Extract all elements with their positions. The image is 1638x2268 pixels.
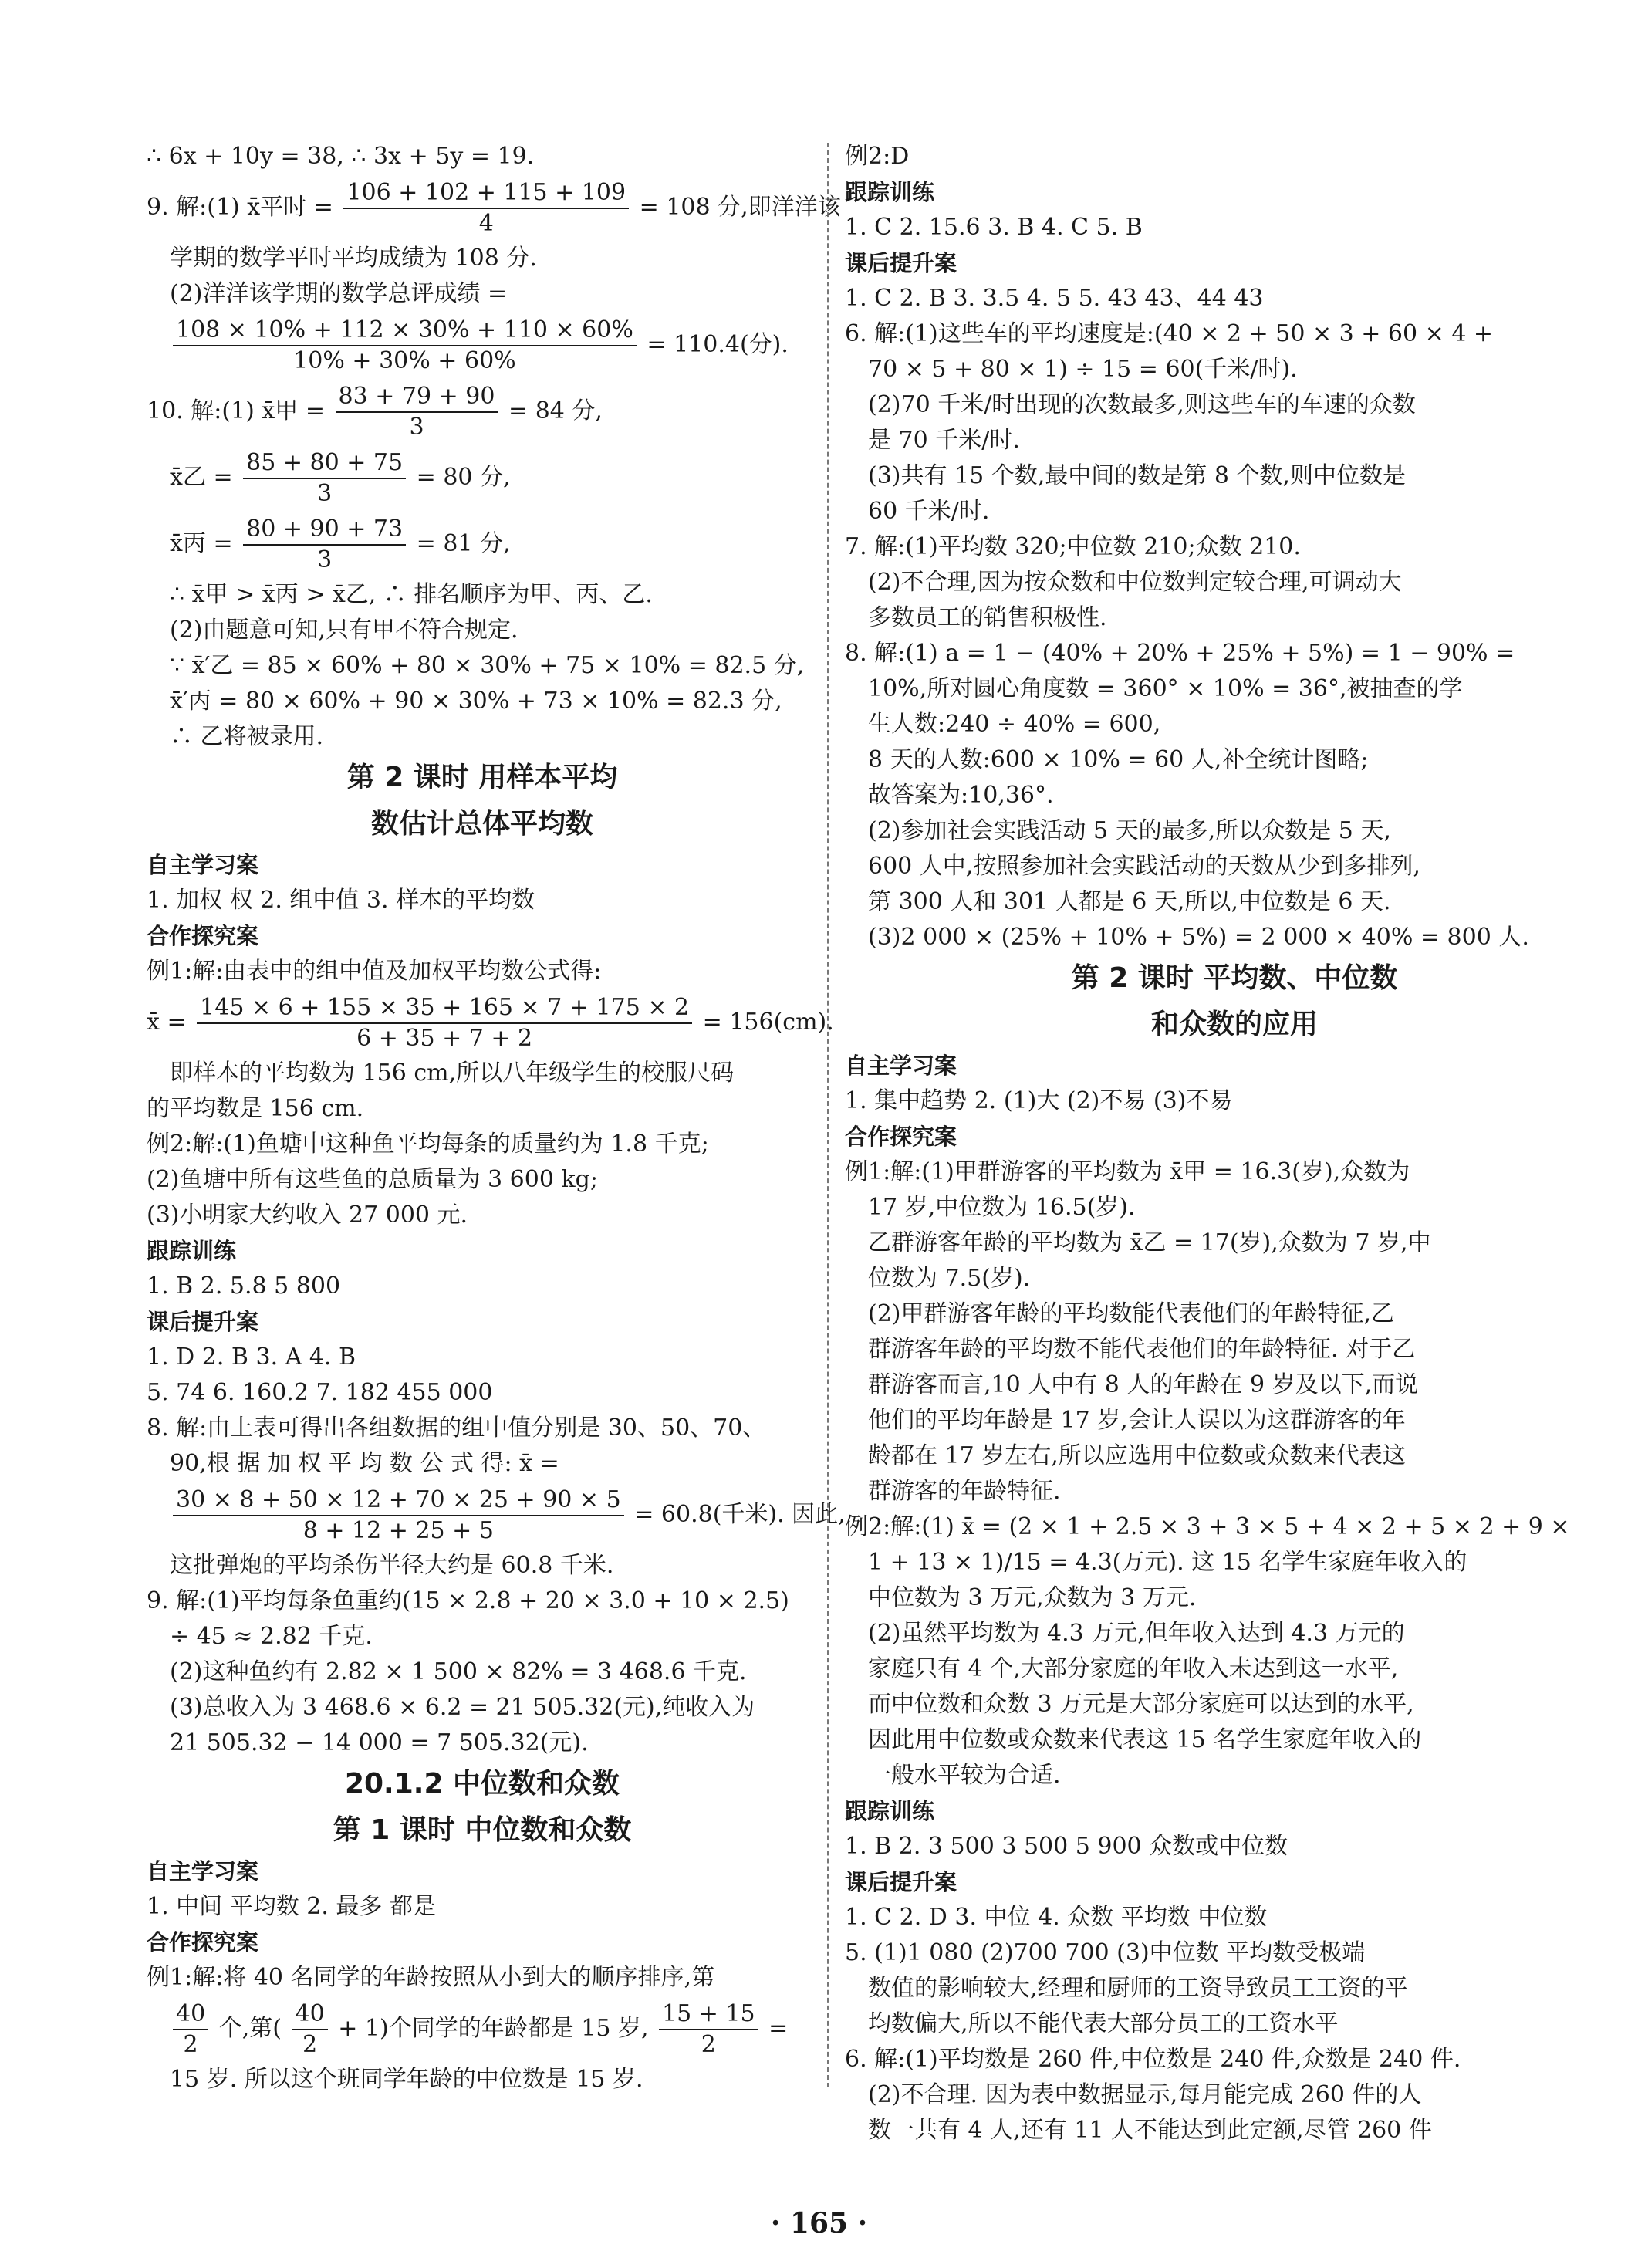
text-line: ∴ 6x + 10y = 38, ∴ 3x + 5y = 19. (147, 143, 535, 170)
text-line: 1. B 2. 5.8 5 800 (147, 1273, 341, 1300)
text-line: 1. C 2. 15.6 3. B 4. C 5. B (845, 214, 1143, 241)
text-line: (2)这种鱼约有 2.82 × 1 500 × 82% = 3 468.6 千克. (170, 1658, 747, 1685)
text-line: 1. 加权 权 2. 组中值 3. 样本的平均数 (147, 887, 535, 914)
text-line: 中位数为 3 万元,众数为 3 万元. (868, 1584, 1197, 1611)
fraction: $\frac{106 + 102 + 115 + 109}{4}$ (343, 178, 629, 238)
formula-line: x̄乙 = $\frac{85 + 80 + 75}{3}$ = 80 分, (170, 449, 511, 507)
section-heading: 跟踪训练 (845, 1798, 935, 1824)
lesson-heading: 第 2 课时 平均数、中位数 (1071, 962, 1398, 994)
text-line: (2)虽然平均数为 4.3 万元,但年收入达到 4.3 万元的 (868, 1620, 1405, 1647)
text-line: 数一共有 4 人,还有 11 人不能达到此定额,尽管 260 件 (868, 2117, 1432, 2144)
section-heading: 自主学习案 (147, 852, 259, 878)
text-line: 数值的影响较大,经理和厨师的工资导致员工工资的平 (868, 1975, 1408, 2002)
text-line: 第 300 人和 301 人都是 6 天,所以,中位数是 6 天. (868, 888, 1391, 915)
section-heading: 合作探究案 (147, 1929, 259, 1955)
text-line: 7. 解:(1)平均数 320;中位数 210;众数 210. (845, 533, 1301, 560)
text-line: 10%,所对圆心角度数 = 360° × 10% = 36°,被抽查的学 (868, 675, 1463, 702)
section-heading: 自主学习案 (845, 1053, 957, 1079)
fraction: $\frac{85 + 80 + 75}{3}$ (243, 448, 406, 509)
text-line: 1. B 2. 3 500 3 500 5 900 众数或中位数 (845, 1833, 1288, 1860)
text-line: 这批弹炮的平均杀伤半径大约是 60.8 千米. (170, 1552, 614, 1579)
text-line: 例2:D (845, 143, 910, 170)
text-line: 群游客的年龄特征. (868, 1478, 1061, 1505)
text-line: 因此用中位数或众数来代表这 15 名学生家庭年收入的 (868, 1726, 1422, 1753)
text-line: 1. C 2. D 3. 中位 4. 众数 平均数 中位数 (845, 1904, 1268, 1931)
text-line: 例1:解:将 40 名同学的年龄按照从小到大的顺序排序,第 (147, 1964, 715, 1991)
text-line: (3)总收入为 3 468.6 × 6.2 = 21 505.32(元),纯收入为 (170, 1694, 755, 1721)
fraction: $\frac{15 + 15}{2}$ (659, 1999, 758, 2060)
text-line: 70 × 5 + 80 × 1) ÷ 15 = 60(千米/时). (868, 356, 1298, 383)
lesson-heading: 数估计总体平均数 (370, 808, 593, 840)
right-column (845, 139, 1624, 2148)
column-divider (827, 143, 829, 2087)
text-line: (2)由题意可知,只有甲不符合规定. (170, 617, 518, 644)
text-line: 例1:解:(1)甲群游客的平均数为 x̄甲 = 16.3(岁),众数为 (845, 1158, 1410, 1185)
text-line: (2)不合理. 因为表中数据显示,每月能完成 260 件的人 (868, 2081, 1422, 2108)
section-heading: 跟踪训练 (845, 179, 935, 205)
text-line: (2)参加社会实践活动 5 天的最多,所以众数是 5 天, (868, 817, 1391, 844)
text-line: ∴ 乙将被录用. (170, 723, 324, 750)
text-line: 21 505.32 − 14 000 = 7 505.32(元). (170, 1729, 589, 1756)
fraction: $\frac{30 \times 8 + 50 \times 12 + 70 \times 25 + 90 \times 5}{8 + 12 + 25 + 5}$ (173, 1486, 624, 1546)
section-heading: 课后提升案 (845, 1869, 957, 1895)
text-line: 6. 解:(1)这些车的平均速度是:(40 × 2 + 50 × 3 + 60 × 4 + (845, 320, 1494, 347)
text-line: 例1:解:由表中的组中值及加权平均数公式得: (147, 958, 602, 985)
text-line: 生人数:240 ÷ 40% = 600, (868, 711, 1161, 738)
text-line: 例2:解:(1) x̄ = (2 × 1 + 2.5 × 3 + 3 × 5 + 4 × 2 + 5 × 2 + 9 × (845, 1513, 1570, 1540)
section-heading: 自主学习案 (147, 1858, 259, 1884)
lesson-heading: 和众数的应用 (1150, 1009, 1318, 1040)
left-column (147, 139, 846, 2097)
text-line: 龄都在 17 岁左右,所以应选用中位数或众数来代表这 (868, 1442, 1406, 1469)
text-line: 9. 解:(1)平均每条鱼重约(15 × 2.8 + 20 × 3.0 + 10 × 2.5) (147, 1587, 789, 1614)
fraction: $\frac{83 + 79 + 90}{3}$ (336, 382, 498, 442)
page-number: · 165 · (770, 2207, 868, 2239)
text-line: 1. 中间 平均数 2. 最多 都是 (147, 1893, 436, 1920)
fraction: $\frac{145 \times 6 + 155 \times 35 + 165 \times 7 + 175 \times 2}{6 + 35 + 7 + 2}$ (197, 993, 692, 1053)
fraction: $\frac{40}{2}$ (292, 1999, 328, 2060)
text-line: 位数为 7.5(岁). (868, 1265, 1031, 1292)
text-line: 故答案为:10,36°. (868, 782, 1054, 809)
formula-line: 10. 解:(1) x̄甲 = $\frac{83 + 79 + 90}{3}$ = 84 分, (147, 383, 603, 441)
text-line: 多数员工的销售积极性. (868, 604, 1107, 631)
fraction: $\frac{80 + 90 + 73}{3}$ (243, 515, 406, 575)
chapter-heading: 20.1.2 中位数和众数 (344, 1768, 620, 1800)
text-line: 60 千米/时. (868, 498, 990, 525)
text-line: 5. (1)1 080 (2)700 700 (3)中位数 平均数受极端 (845, 1939, 1366, 1966)
text-line: 1. C 2. B 3. 3.5 4. 5 5. 43 43、44 43 (845, 285, 1264, 312)
formula-line: x̄ = $\frac{145 \times 6 + 155 \times 35 + 165 \times 7 + 175 \times 2}{6 + 35 + 7 + 2}$ = 156(cm). (147, 994, 834, 1052)
text-line: (2)甲群游客年龄的平均数能代表他们的年龄特征,乙 (868, 1300, 1395, 1327)
section-heading: 跟踪训练 (147, 1238, 237, 1264)
text-line: 600 人中,按照参加社会实践活动的天数从少到多排列, (868, 853, 1420, 880)
text-line: 8. 解:由上表可得出各组数据的组中值分别是 30、50、70、 (147, 1415, 766, 1442)
text-line: 的平均数是 156 cm. (147, 1095, 364, 1122)
formula-line: $\frac{40}{2}$ 个,第( $\frac{40}{2}$ + 1)个同学的年龄都是 15 岁, $\frac{15 + 15}{2}$ = (147, 1996, 818, 2062)
text-line: 1. 集中趋势 2. (1)大 (2)不易 (3)不易 (845, 1087, 1233, 1114)
text-line: (3)共有 15 个数,最中间的数是第 8 个数,则中位数是 (868, 462, 1406, 489)
text-line: 15 岁. 所以这个班同学年龄的中位数是 15 岁. (170, 2066, 643, 2093)
text-line: 他们的平均年龄是 17 岁,会让人误以为这群游客的年 (868, 1407, 1406, 1434)
section-heading: 课后提升案 (147, 1309, 259, 1335)
text-line: 6. 解:(1)平均数是 260 件,中位数是 240 件,众数是 240 件. (845, 2046, 1461, 2073)
text-line: 学期的数学平时平均成绩为 108 分. (170, 245, 537, 272)
formula-line: $\frac{30 \times 8 + 50 \times 12 + 70 \times 25 + 90 \times 5}{8 + 12 + 25 + 5}$ = 60.8(千米). 因此, (147, 1482, 818, 1548)
text-line: 均数偏大,所以不能代表大部分员工的工资水平 (868, 2010, 1339, 2037)
text-line: 1 + 13 × 1)/15 = 4.3(万元). 这 15 名学生家庭年收入的 (868, 1549, 1467, 1576)
text-line: (2)洋洋该学期的数学总评成绩 = (170, 280, 508, 307)
formula-line: x̄丙 = $\frac{80 + 90 + 73}{3}$ = 81 分, (170, 515, 511, 573)
text-line: (2)70 千米/时出现的次数最多,则这些车的车速的众数 (868, 391, 1416, 418)
text-line: 90,根 据 加 权 平 均 数 公 式 得: x̄ = (170, 1450, 559, 1477)
lesson-heading: 第 1 课时 中位数和众数 (333, 1814, 632, 1846)
text-line: (3)小明家大约收入 27 000 元. (147, 1202, 468, 1229)
fraction: $\frac{108 \times 10\% + 112 \times 30\% + 110 \times 60\%}{10\% + 30\% + 60\%}$ (173, 316, 637, 376)
text-line: ∴ x̄甲 > x̄丙 > x̄乙, ∴ 排名顺序为甲、丙、乙. (170, 581, 653, 608)
text-line: (2)鱼塘中所有这些鱼的总质量为 3 600 kg; (147, 1166, 598, 1193)
text-line: 群游客而言,10 人中有 8 人的年龄在 9 岁及以下,而说 (868, 1371, 1419, 1398)
text-line: 家庭只有 4 个,大部分家庭的年收入未达到这一水平, (868, 1655, 1399, 1682)
lesson-heading: 第 2 课时 用样本平均 (346, 762, 618, 793)
text-line: 一般水平较为合适. (868, 1762, 1061, 1789)
text-line: ÷ 45 ≈ 2.82 千克. (170, 1623, 373, 1650)
fraction: $\frac{40}{2}$ (173, 1999, 208, 2060)
section-heading: 合作探究案 (147, 923, 259, 949)
section-heading: 课后提升案 (845, 250, 957, 276)
text-line: 8 天的人数:600 × 10% = 60 人,补全统计图略; (868, 746, 1369, 773)
text-line: ∵ x̄′乙 = 85 × 60% + 80 × 30% + 75 × 10% = 82.5 分, (170, 652, 805, 679)
text-line: 5. 74 6. 160.2 7. 182 455 000 (147, 1379, 493, 1406)
text-line: (2)不合理,因为按众数和中位数判定较合理,可调动大 (868, 569, 1402, 596)
text-line: 而中位数和众数 3 万元是大部分家庭可以达到的水平, (868, 1691, 1414, 1718)
text-line: 乙群游客年龄的平均数为 x̄乙 = 17(岁),众数为 7 岁,中 (868, 1229, 1431, 1256)
text-line: 即样本的平均数为 156 cm,所以八年级学生的校服尺码 (170, 1060, 735, 1087)
text-line: 群游客年龄的平均数不能代表他们的年龄特征. 对于乙 (868, 1336, 1416, 1363)
text-line: (3)2 000 × (25% + 10% + 5%) = 2 000 × 40% = 800 人. (868, 924, 1529, 951)
text-line: 例2:解:(1)鱼塘中这种鱼平均每条的质量约为 1.8 千克; (147, 1131, 709, 1158)
text-line: 17 岁,中位数为 16.5(岁). (868, 1194, 1136, 1221)
text-line: 是 70 千米/时. (868, 427, 1020, 454)
formula-line: $\frac{108 \times 10\% + 112 \times 30\% + 110 \times 60\%}{10\% + 30\% + 60\%}$ = 110.4(分). (147, 312, 818, 378)
section-heading: 合作探究案 (845, 1124, 957, 1150)
text-line: x̄′丙 = 80 × 60% + 90 × 30% + 73 × 10% = 82.3 分, (170, 688, 782, 715)
text-line: 1. D 2. B 3. A 4. B (147, 1344, 356, 1371)
text-line: 8. 解:(1) a = 1 − (40% + 20% + 25% + 5%) = 1 − 90% = (845, 640, 1515, 667)
formula-line: 9. 解:(1) x̄平时 = $\frac{106 + 102 + 115 + 109}{4}$ = 108 分,即洋洋该 (147, 179, 841, 237)
